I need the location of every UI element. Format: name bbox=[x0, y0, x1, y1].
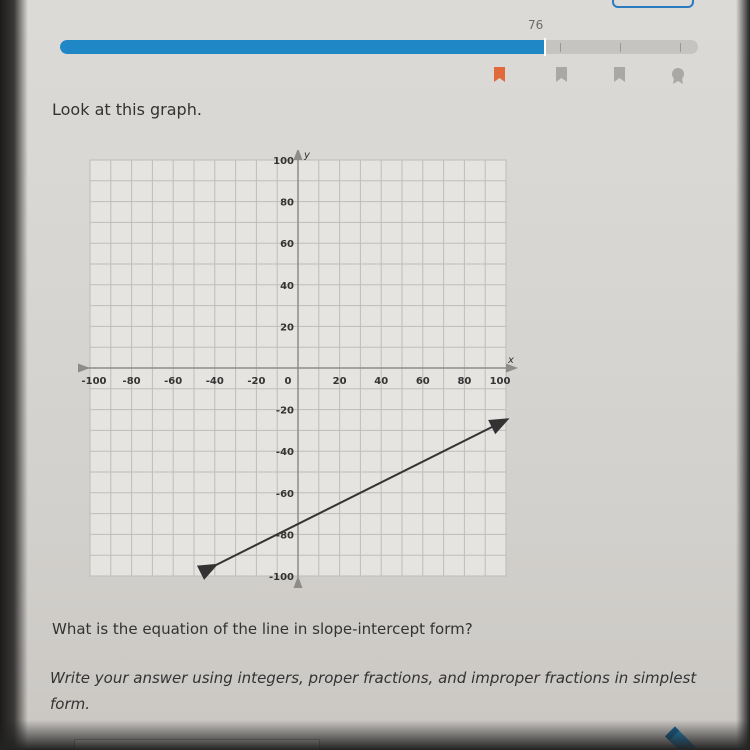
y-axis-label: y bbox=[304, 150, 310, 161]
x-tick-label: -80 bbox=[122, 376, 141, 387]
x-tick-label: 20 bbox=[332, 376, 347, 387]
award-ribbon-icon bbox=[670, 67, 680, 82]
y-tick-label: -60 bbox=[275, 488, 294, 500]
y-tick-label: -20 bbox=[275, 405, 294, 417]
y-tick-label: 20 bbox=[280, 322, 294, 334]
frame-shadow-left bbox=[0, 0, 28, 750]
smartscore-value: 76 bbox=[528, 18, 544, 32]
x-tick-label: 80 bbox=[457, 376, 472, 387]
x-tick-label: -60 bbox=[164, 376, 183, 387]
progress-tick bbox=[680, 43, 681, 52]
y-tick-label: -40 bbox=[275, 447, 294, 459]
x-tick-label: -40 bbox=[205, 376, 224, 387]
progress-tick bbox=[560, 43, 561, 52]
frame-shadow-right bbox=[736, 0, 750, 750]
y-tick-label: -100 bbox=[268, 572, 294, 583]
top-right-button[interactable] bbox=[612, 0, 694, 8]
frame-shadow-bottom bbox=[0, 720, 750, 750]
y-tick-label: -80 bbox=[275, 530, 294, 542]
progress-tick bbox=[620, 43, 621, 52]
progress-position-marker bbox=[544, 38, 546, 56]
x-axis-label: x bbox=[508, 355, 514, 366]
prompt-text: Look at this graph. bbox=[52, 100, 202, 119]
y-tick-label: 40 bbox=[280, 280, 294, 292]
y-tick-label: 60 bbox=[280, 239, 294, 251]
x-tick-label: -20 bbox=[247, 376, 266, 387]
y-tick-label: 80 bbox=[280, 197, 294, 209]
bookmark-flag-icon bbox=[494, 67, 504, 82]
bookmark-flag-icon bbox=[614, 67, 624, 82]
x-tick-label: -100 bbox=[81, 376, 107, 387]
bookmark-flag-icon bbox=[556, 67, 566, 82]
x-tick-label: 0 bbox=[284, 376, 292, 387]
x-tick-label: 60 bbox=[415, 376, 430, 387]
smartscore-progress-fill bbox=[60, 40, 545, 54]
x-tick-label: 40 bbox=[374, 376, 389, 387]
y-tick-label: 100 bbox=[273, 156, 294, 167]
x-tick-label: 100 bbox=[489, 376, 511, 387]
question-text: What is the equation of the line in slope-intercept form? bbox=[52, 620, 473, 638]
coordinate-graph bbox=[78, 150, 518, 590]
answer-instructions: Write your answer using integers, proper fractions, and improper fractions in simplest form. bbox=[50, 669, 697, 713]
smartscore-progress-bar bbox=[60, 40, 698, 54]
